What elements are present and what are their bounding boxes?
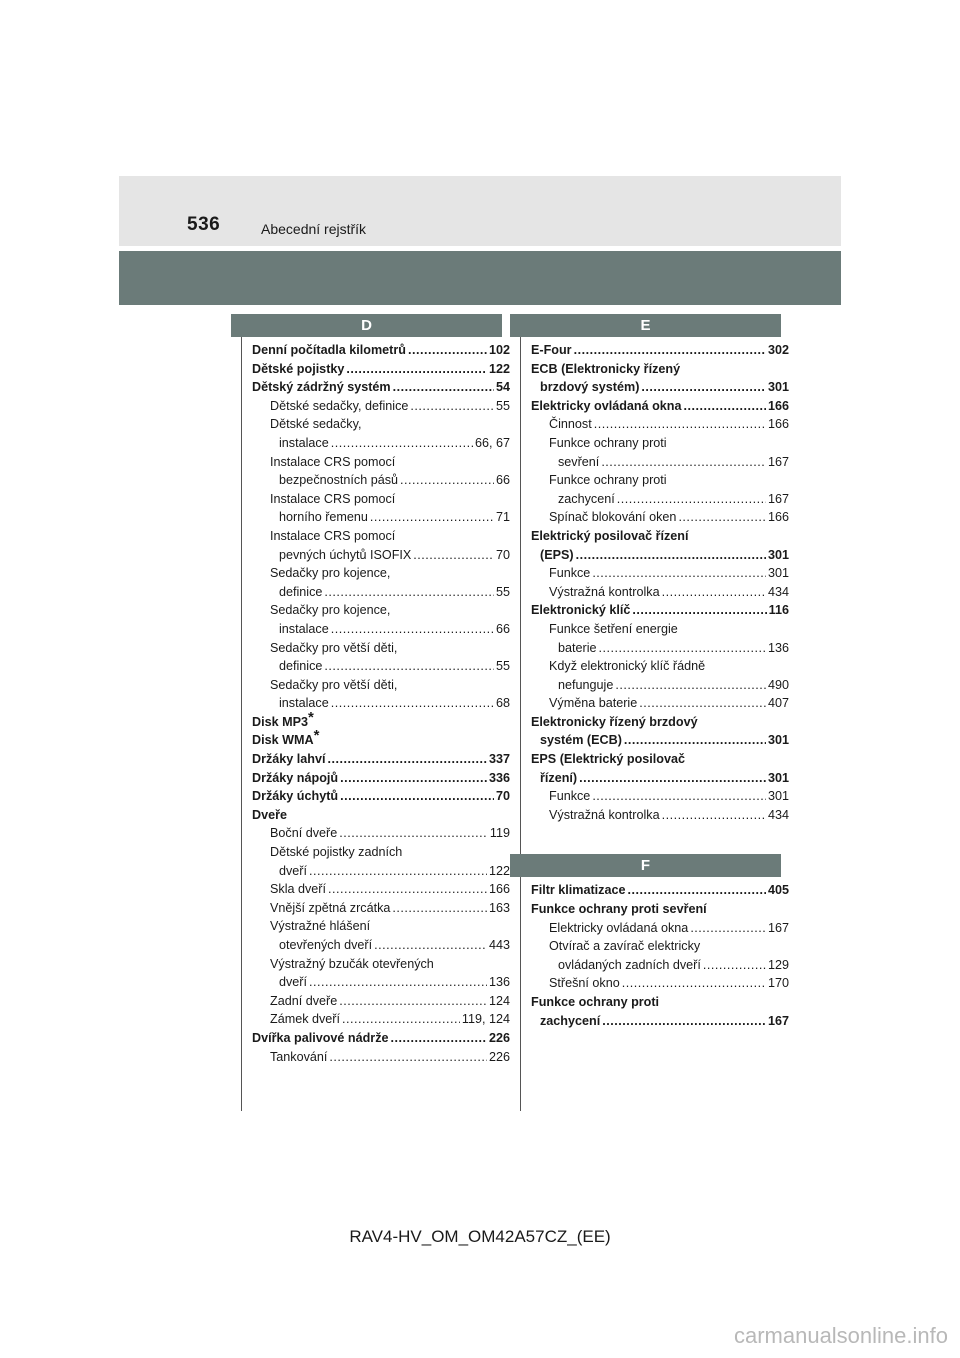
index-entry (252, 564, 510, 583)
leader-dots (328, 750, 487, 769)
leader-dots (346, 360, 487, 379)
entry-term: Funkce ochrany proti sevření (531, 902, 707, 917)
entry-term: Disk WMA (252, 733, 314, 748)
leader-dots (602, 1012, 766, 1031)
entry-term: nefunguje (558, 677, 614, 692)
entry-page: 166 (767, 417, 789, 432)
index-column-right (531, 314, 789, 1030)
entry-term: Sedačky pro kojence, (270, 566, 391, 581)
entry-term: horního řemenu (279, 510, 368, 525)
entry-term: instalace (279, 435, 329, 450)
index-entry (252, 769, 510, 788)
leader-dots (331, 620, 494, 639)
entries-e (531, 341, 789, 824)
index-entry (252, 917, 510, 936)
index-entry (531, 546, 789, 565)
entry-term: Výstražná kontrolka (549, 584, 660, 599)
leader-dots (408, 341, 487, 360)
entry-term: Funkce ochrany proti (549, 435, 667, 450)
entry-term: Sedačky pro kojence, (270, 603, 391, 618)
entry-term: Dětské sedačky, definice (270, 398, 409, 413)
index-entry (531, 731, 789, 750)
entry-page: 226 (488, 1030, 510, 1045)
leader-dots (592, 564, 766, 583)
index-entry (252, 397, 510, 416)
leader-dots (624, 731, 766, 750)
leader-dots (617, 490, 766, 509)
entry-page: 170 (767, 976, 789, 991)
leader-dots (684, 397, 766, 416)
entry-term: Dětské sedačky, (270, 417, 362, 432)
leader-dots (331, 694, 494, 713)
index-entry (252, 899, 510, 918)
footnote-asterisk: * (308, 708, 314, 726)
index-entry (531, 415, 789, 434)
entry-page: 443 (488, 938, 510, 952)
entry-term: Střešní okno (549, 976, 620, 991)
entry-page: 55 (495, 398, 510, 413)
index-entry (252, 620, 510, 639)
entry-term: (EPS) (540, 547, 574, 562)
entry-term: Elektricky ovládaná okna (531, 398, 682, 413)
entry-term: Tankování (270, 1049, 328, 1064)
index-entry (531, 434, 789, 453)
index-entry (531, 490, 789, 509)
index-entry (531, 974, 789, 993)
index-entry (252, 676, 510, 695)
leader-dots (393, 378, 494, 397)
entry-term: Dveře (252, 807, 288, 822)
entry-page: 55 (495, 659, 510, 674)
leader-dots (639, 694, 766, 713)
entry-page: 167 (767, 491, 789, 506)
entry-term: Funkce ochrany proti (549, 473, 667, 488)
index-entry (252, 708, 510, 732)
entry-page: 166 (488, 882, 510, 897)
index-entry (531, 378, 789, 397)
index-entry (252, 936, 510, 955)
entry-page: 116 (768, 603, 789, 618)
entry-term: dveří (279, 863, 307, 878)
index-entry (252, 973, 510, 992)
entry-term: Držáky úchytů (252, 789, 339, 804)
index-entry (252, 583, 510, 602)
entry-term: Dětské pojistky zadních (270, 845, 403, 860)
leader-dots (309, 862, 487, 881)
entry-term: Otvírač a zavírač elektricky (549, 939, 701, 954)
footnote-asterisk: * (313, 727, 320, 745)
entry-term: otevřených dveří (279, 938, 373, 952)
entry-term: Instalace CRS pomocí (270, 454, 396, 469)
entry-term: bezpečnostních pásů (279, 473, 399, 488)
entry-term: Denní počítadla kilometrů (252, 343, 406, 357)
leader-dots (703, 956, 766, 975)
index-entry (252, 378, 510, 397)
index-entry (531, 397, 789, 416)
leader-dots (579, 769, 766, 788)
entry-page: 167 (767, 1013, 789, 1028)
section-header-e: E (510, 314, 781, 337)
entry-page: 119, 124 (461, 1012, 510, 1027)
entry-term: definice (279, 659, 323, 674)
entry-page: 70 (495, 547, 510, 562)
leader-dots (599, 639, 766, 658)
index-entry (252, 1048, 510, 1067)
index-entry (531, 881, 789, 900)
leader-dots (662, 583, 766, 602)
index-entry (531, 750, 789, 769)
entry-page: 136 (767, 640, 789, 655)
entry-term: ECB (Elektronicky řízený (531, 361, 681, 376)
leader-dots (329, 1048, 487, 1067)
index-entry (531, 900, 789, 919)
leader-dots (374, 936, 487, 955)
entry-page: 301 (767, 566, 789, 581)
index-entry (252, 806, 510, 825)
entry-term: Dětský zádržný systém (252, 380, 391, 395)
leader-dots (592, 787, 766, 806)
entry-page: 166 (767, 510, 789, 525)
index-entry (531, 937, 789, 956)
index-entry (252, 546, 510, 565)
entry-term: brzdový systém) (540, 380, 640, 395)
index-entry (531, 769, 789, 788)
leader-dots (309, 973, 487, 992)
entry-page: 226 (488, 1049, 510, 1064)
entry-term: Výstražná kontrolka (549, 807, 660, 822)
entries-f (531, 881, 789, 1030)
index-entry (531, 508, 789, 527)
section-gap (531, 824, 789, 854)
entry-term: Držáky nápojů (252, 770, 339, 785)
entry-term: baterie (558, 640, 597, 655)
leader-dots (324, 583, 494, 602)
index-entry (531, 956, 789, 975)
index-entry (252, 508, 510, 527)
leader-dots (339, 824, 488, 843)
chapter-title: Abecední rejstřík (261, 221, 367, 237)
right-column-rule (520, 337, 521, 1111)
entry-page: 122 (488, 863, 510, 878)
index-entry (531, 993, 789, 1012)
entry-page: 102 (488, 343, 510, 357)
entry-term: Elektronicky řízený brzdový (531, 714, 698, 729)
entry-term: Vnější zpětná zrcátka (270, 900, 391, 915)
index-entry (252, 434, 510, 453)
entry-term: Boční dveře (270, 826, 338, 841)
index-entry (531, 787, 789, 806)
index-entry (252, 490, 510, 509)
index-entry (252, 471, 510, 490)
leader-dots (340, 787, 494, 806)
entry-term: sevření (558, 454, 600, 469)
entry-term: řízení) (540, 770, 578, 785)
entry-term: zachycení (558, 491, 615, 506)
entry-page: 66 (495, 621, 510, 636)
entry-term: Zámek dveří (270, 1012, 340, 1027)
entry-page: 336 (488, 770, 510, 785)
leader-dots (400, 471, 494, 490)
index-entry (252, 694, 510, 713)
entry-term: Disk MP3 (252, 714, 308, 729)
leader-dots (340, 769, 487, 788)
entry-page: 301 (767, 789, 789, 804)
index-entry (252, 843, 510, 862)
index-entry (252, 955, 510, 974)
index-entry (252, 453, 510, 472)
entry-page: 66, 67 (474, 435, 510, 450)
entry-term: Zadní dveře (270, 993, 338, 1008)
index-entry (531, 1012, 789, 1031)
entry-term: Funkce (549, 789, 591, 804)
entry-term: Instalace CRS pomocí (270, 528, 396, 543)
entry-page: 301 (767, 733, 789, 748)
index-entry (252, 1029, 510, 1048)
entry-term: instalace (279, 696, 329, 711)
entry-page: 301 (767, 547, 789, 562)
index-entry (252, 824, 510, 843)
entry-page: 119 (489, 826, 510, 841)
entry-page: 71 (495, 510, 510, 525)
section-header-f: F (510, 854, 781, 877)
entry-page: 301 (767, 770, 789, 785)
entry-term: Dvířka palivové nádrže (252, 1030, 389, 1045)
leader-dots (391, 1029, 487, 1048)
index-entry (252, 862, 510, 881)
entry-term: Funkce šetření energie (549, 621, 678, 636)
entry-term: Když elektronický klíč řádně (549, 659, 706, 674)
index-entry (531, 676, 789, 695)
entry-term: Skla dveří (270, 882, 326, 897)
leader-dots (628, 881, 766, 900)
entry-term: Spínač blokování oken (549, 510, 677, 525)
entry-term: Elektricky ovládaná okna (549, 920, 689, 935)
leader-dots (413, 546, 494, 565)
entry-page: 490 (767, 677, 789, 692)
entry-page: 122 (488, 361, 510, 376)
index-entry (252, 639, 510, 658)
entry-page: 405 (767, 883, 789, 898)
leader-dots (622, 974, 766, 993)
leader-dots (615, 676, 766, 695)
index-entry (531, 601, 789, 620)
entry-page: 55 (495, 584, 510, 599)
leader-dots (328, 880, 487, 899)
entry-page: 167 (767, 454, 789, 469)
index-entry (252, 727, 510, 750)
entry-term: EPS (Elektrický posilovač (531, 752, 685, 767)
watermark: carmanualsonline.info (733, 1323, 948, 1348)
leader-dots (678, 508, 766, 527)
entry-page: 434 (767, 807, 789, 822)
leader-dots (594, 415, 766, 434)
entry-term: Sedačky pro větší děti, (270, 640, 398, 655)
index-entry (252, 750, 510, 769)
header-band (119, 176, 841, 246)
entry-term: Elektrický posilovač řízení (531, 528, 689, 543)
leader-dots (632, 601, 766, 620)
entry-term: instalace (279, 621, 329, 636)
entry-term: zachycení (540, 1013, 601, 1028)
index-entry (252, 1010, 510, 1029)
entry-term: Funkce ochrany proti (531, 995, 660, 1009)
index-entry (531, 341, 789, 360)
index-entry (252, 992, 510, 1011)
section-header-d: D (231, 314, 502, 337)
leader-dots (576, 546, 766, 565)
index-entry (252, 880, 510, 899)
entry-page: 302 (767, 343, 789, 357)
index-entry (531, 694, 789, 713)
entry-term: Výstražné hlášení (270, 919, 371, 934)
entry-page: 129 (767, 957, 789, 972)
entry-page: 54 (495, 380, 510, 395)
entry-term: Dětské pojistky (252, 361, 345, 376)
entry-term: Sedačky pro větší děti, (270, 677, 398, 692)
leader-dots (392, 899, 487, 918)
entry-page: 166 (767, 398, 789, 413)
left-column-rule (241, 337, 242, 1111)
index-entry (531, 806, 789, 825)
leader-dots (601, 453, 766, 472)
index-entry (252, 787, 510, 806)
index-entry (531, 471, 789, 490)
entry-term: Instalace CRS pomocí (270, 491, 396, 506)
index-entry (531, 453, 789, 472)
entry-page: 407 (767, 696, 789, 711)
entry-page: 434 (767, 584, 789, 599)
index-entry (252, 657, 510, 676)
leader-dots (324, 657, 494, 676)
entry-page: 66 (495, 473, 510, 488)
leader-dots (370, 508, 494, 527)
leader-dots (342, 1010, 460, 1029)
entry-page: 163 (488, 900, 510, 915)
entries-d (252, 341, 510, 1066)
entry-page: 301 (767, 380, 789, 395)
page-number: 536 (187, 214, 221, 235)
entry-term: systém (ECB) (540, 733, 622, 748)
index-entry (531, 620, 789, 639)
index-entry (252, 360, 510, 379)
leader-dots (662, 806, 766, 825)
entry-term: Výstražný bzučák otevřených (270, 956, 434, 971)
entry-term: Výměna baterie (549, 696, 638, 711)
index-entry (252, 341, 510, 360)
document-code: RAV4-HV_OM_OM42A57CZ_(EE) (349, 1227, 611, 1246)
index-entry (531, 527, 789, 546)
entry-term: Filtr klimatizace (531, 883, 626, 898)
entry-term: pevných úchytů ISOFIX (279, 547, 412, 562)
index-entry (531, 639, 789, 658)
entry-term: E-Four (531, 343, 572, 357)
index-entry (531, 713, 789, 732)
leader-dots (331, 434, 473, 453)
index-column-left (252, 314, 510, 1066)
leader-dots (641, 378, 766, 397)
index-entry (531, 919, 789, 938)
entry-term: Elektronický klíč (531, 603, 631, 618)
entry-page: 124 (488, 993, 510, 1008)
index-entry (252, 601, 510, 620)
entry-page: 68 (495, 696, 510, 711)
index-entry (531, 360, 789, 379)
index-entry (531, 583, 789, 602)
leader-dots (690, 919, 766, 938)
leader-dots (574, 341, 766, 360)
index-entry (252, 527, 510, 546)
entry-page: 337 (488, 752, 510, 767)
leader-dots (339, 992, 487, 1011)
entry-term: dveří (279, 975, 307, 990)
entry-term: Činnost (549, 417, 592, 432)
entry-page: 136 (488, 975, 510, 990)
index-entry (252, 415, 510, 434)
index-entry (531, 564, 789, 583)
entry-term: Funkce (549, 566, 591, 581)
index-entry (531, 657, 789, 676)
entry-term: Držáky lahví (252, 752, 326, 767)
entry-page: 70 (495, 789, 510, 804)
entry-term: definice (279, 584, 323, 599)
header-gray-bar (119, 251, 841, 305)
leader-dots (410, 397, 494, 416)
entry-page: 167 (767, 920, 789, 935)
entry-term: ovládaných zadních dveří (558, 957, 701, 972)
